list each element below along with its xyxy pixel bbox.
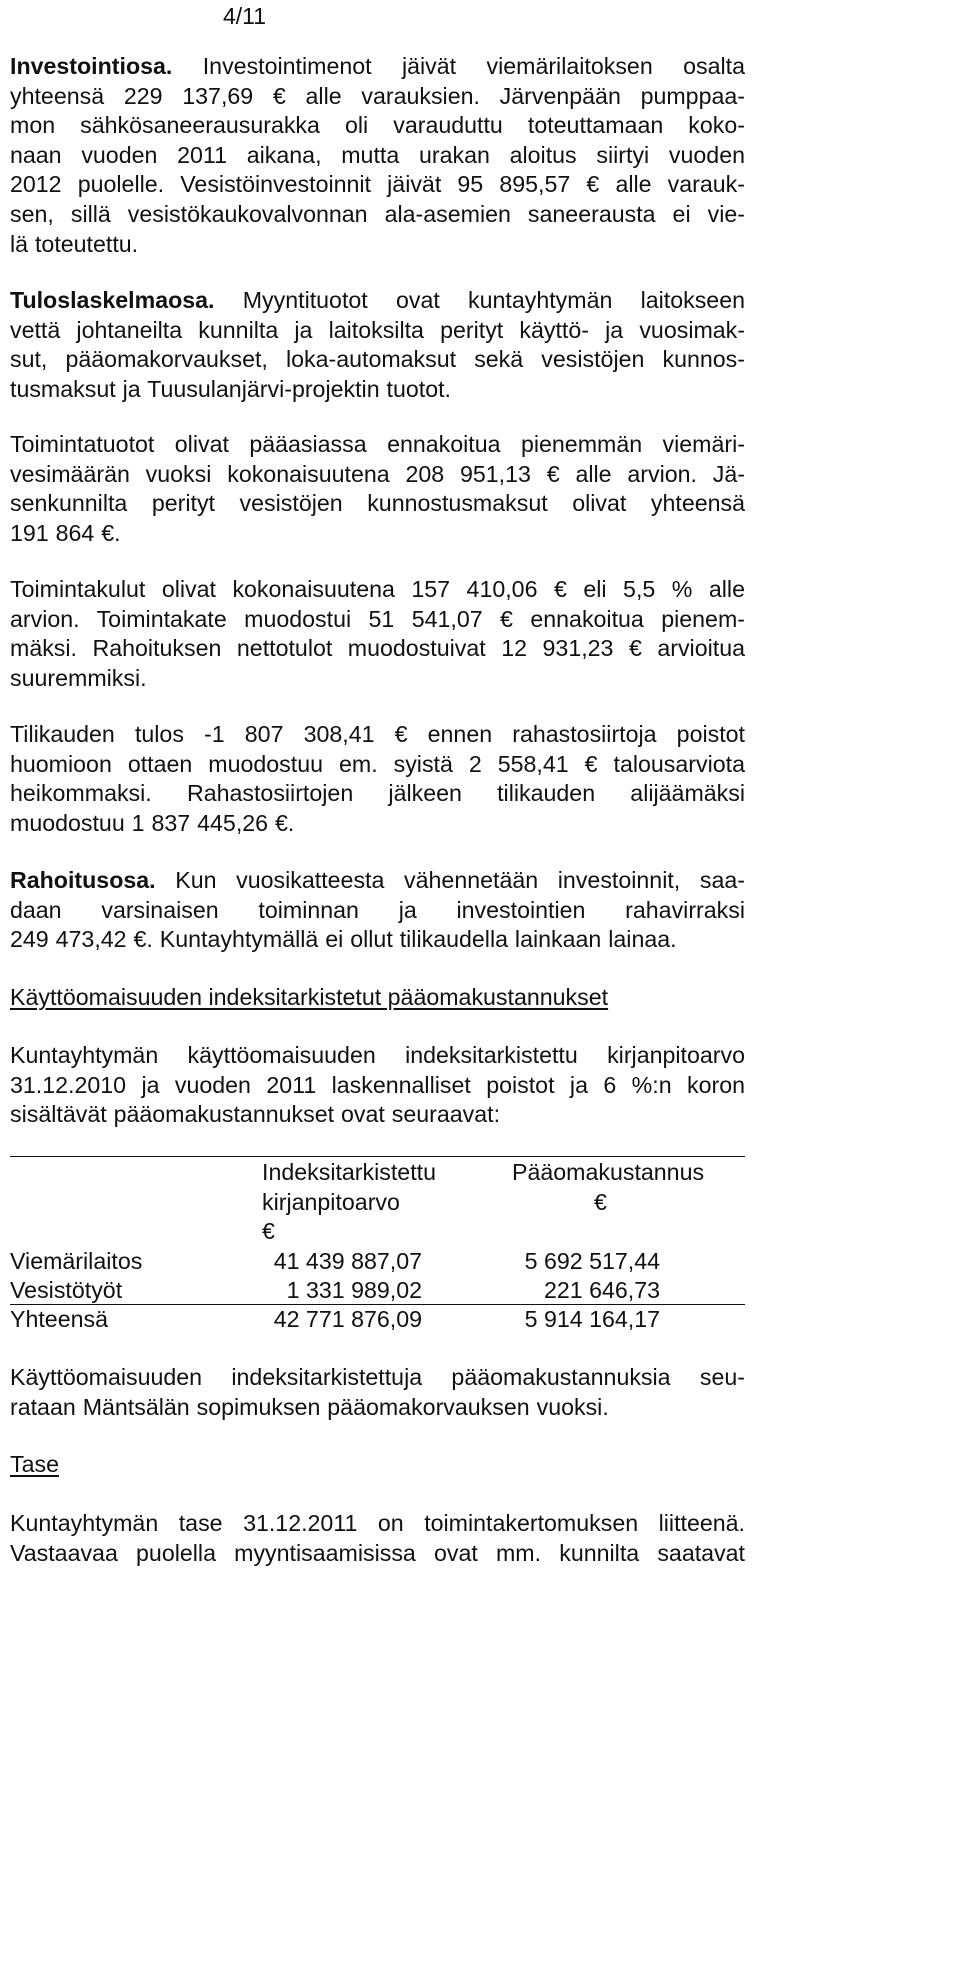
table-cell-paaomakustannus: 221 646,73 — [543, 1277, 660, 1303]
text-line — [10, 52, 745, 82]
paragraph-kayttoomaisuus — [10, 1041, 745, 1130]
text-line — [10, 286, 745, 316]
header-line: Indeksitarkistettu — [262, 1159, 436, 1185]
paragraph-toimintakulut — [10, 575, 745, 693]
section-lead-investointiosa: Investointiosa. — [10, 53, 173, 79]
section-lead-tuloslaskelmaosa: Tuloslaskelmaosa. — [10, 287, 215, 313]
text-line: heikommaksi. Rahastosiirtojen jälkeen tilikauden alijäämäksi — [10, 780, 745, 807]
text-run: Investointimenot jäivät viemärilaitoksen osalta — [172, 53, 745, 79]
text-line: Toimintatuotot olivat pääasiassa ennakoitua pienemmän viemäri- — [10, 431, 745, 457]
section-heading-tase: Tase — [10, 1451, 59, 1477]
text-run: Kun vuosikatteesta vähennetään investoinnit, saa- — [155, 867, 745, 893]
text-line: Vastaavaa puolella myyntisaamisissa ovat mm. kunnilta saatavat — [10, 1539, 745, 1566]
text-line: Kuntayhtymän tase 31.12.2011 on toimintakertomuksen liitteenä. — [10, 1510, 745, 1536]
table-header-paaomakustannus — [512, 1158, 704, 1217]
section-lead-rahoitusosa: Rahoitusosa. — [10, 867, 156, 893]
text-line: 191 864 €. — [10, 519, 121, 546]
text-line: yhteensä 229 137,69 € alle varauksien. Järvenpään pumppaa- — [10, 82, 745, 109]
table-cell-kirjanpitoarvo-total: 42 771 876,09 — [273, 1306, 422, 1332]
text-line: Käyttöomaisuuden indeksitarkistettuja pääomakustannuksia seu- — [10, 1364, 745, 1390]
paragraph-tase — [10, 1509, 745, 1568]
table-cell-paaomakustannus: 5 692 517,44 — [524, 1248, 660, 1274]
paragraph-investointiosa — [10, 52, 745, 259]
text-line: senkunnilta perityt vesistöjen kunnostusmaksut olivat yhteensä — [10, 490, 745, 517]
text-line: arvion. Toimintakate muodostui 51 541,07 € ennakoitua pienem- — [10, 605, 745, 632]
table-cell-kirjanpitoarvo: 41 439 887,07 — [273, 1248, 422, 1274]
table-header-indeksitarkistettu — [262, 1158, 436, 1247]
table-row-label: Viemärilaitos — [10, 1248, 143, 1274]
text-line: Kuntayhtymän käyttöomaisuuden indeksitarkistettu kirjanpitoarvo — [10, 1042, 745, 1068]
header-line: Pääomakustannus — [512, 1159, 705, 1185]
text-line: Toimintakulut olivat kokonaisuutena 157 410,06 € eli 5,5 % alle — [10, 576, 745, 602]
text-line: tusmaksut ja Tuusulanjärvi-projektin tuotot. — [10, 375, 451, 402]
paragraph-tilikauden-tulos — [10, 720, 745, 838]
text-line: Tilikauden tulos -1 807 308,41 € ennen rahastosiirtoja poistot — [10, 721, 745, 747]
text-line: vettä johtaneilta kunnilta ja laitoksilta perityt käyttö- ja vuosimak- — [10, 316, 745, 343]
page-number: 4/11 — [223, 3, 267, 29]
header-line: kirjanpitoarvo — [262, 1188, 400, 1215]
text-line: suuremmiksi. — [10, 664, 147, 691]
table-row-label: Vesistötyöt — [10, 1277, 123, 1303]
paragraph-rahoitusosa — [10, 866, 745, 955]
text-line: rataan Mäntsälän sopimuksen pääomakorvauksen vuoksi. — [10, 1393, 609, 1420]
text-line: vesimäärän vuoksi kokonaisuutena 208 951,13 € alle arvion. Jä- — [10, 460, 745, 487]
text-line: 31.12.2010 ja vuoden 2011 laskennalliset poistot ja 6 %:n koron — [10, 1071, 745, 1098]
paragraph-mantsala — [10, 1363, 745, 1422]
paragraph-tuloslaskelmaosa — [10, 286, 745, 404]
header-line: € — [594, 1188, 607, 1215]
text-line: 249 473,42 €. Kuntayhtymällä ei ollut tilikaudella lainkaan lainaa. — [10, 926, 677, 953]
text-line: sut, pääomakorvaukset, loka-automaksut sekä vesistöjen kunnos- — [10, 346, 745, 373]
text-line: sen, sillä vesistökaukovalvonnan ala-asemien saneerausta ei vie- — [10, 200, 745, 227]
text-line: mäksi. Rahoituksen nettotulot muodostuivat 12 931,23 € arvioitua — [10, 635, 745, 662]
section-heading-paaomakustannukset: Käyttöomaisuuden indeksitarkistetut pääomakustannukset — [10, 984, 609, 1010]
header-line: € — [262, 1218, 275, 1245]
paragraph-toimintatuotot — [10, 430, 745, 548]
text-line: sisältävät pääomakustannukset ovat seuraavat: — [10, 1101, 501, 1128]
table-cell-paaomakustannus-total: 5 914 164,17 — [524, 1306, 660, 1332]
text-line: muodostuu 1 837 445,26 €. — [10, 809, 295, 836]
text-line: 2012 puolelle. Vesistöinvestoinnit jäivät 95 895,57 € alle varauk- — [10, 171, 745, 198]
text-line: lä toteutettu. — [10, 230, 139, 257]
text-line: mon sähkösaneerausurakka oli varauduttu toteuttamaan koko- — [10, 112, 745, 139]
table-cell-kirjanpitoarvo: 1 331 989,02 — [286, 1277, 422, 1303]
table-top-rule — [10, 1156, 745, 1157]
text-line: naan vuoden 2011 aikana, mutta urakan aloitus siirtyi vuoden — [10, 141, 745, 168]
text-line: huomioon ottaen muodostuu em. syistä 2 558,41 € talousarviota — [10, 750, 745, 777]
text-line: daan varsinaisen toiminnan ja investointien rahavirraksi — [10, 896, 745, 923]
text-run: Myyntituotot ovat kuntayhtymän laitokseen — [214, 287, 745, 313]
text-line — [10, 866, 745, 896]
table-row-label-total: Yhteensä — [10, 1306, 108, 1332]
